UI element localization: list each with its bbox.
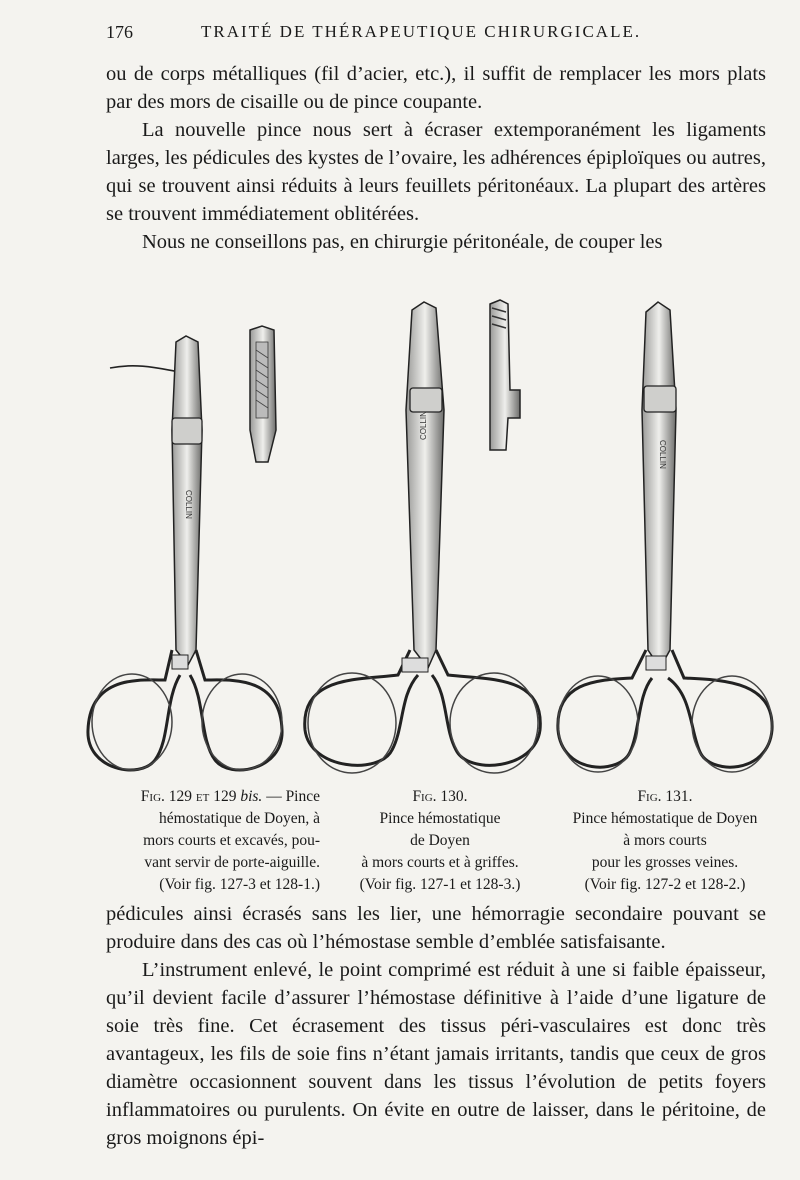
caption-130-line-2: à mors courts et à griffes. [361,854,519,871]
collin-mark-130: COLLIN [419,411,428,440]
caption-131-line-3: (Voir fig. 127-2 et 128-2.) [584,876,746,893]
paragraph-pedicules: pédicules ainsi écrasés sans les lier, une hémorragie secondaire pouvant se produire dans des cas où l’hémostase semble d’emblée satisfaisante. [106,903,766,953]
caption-131-line-2: pour les grosses veines. [591,854,739,871]
caption-130-line-3: (Voir fig. 127-1 et 128-3.) [359,876,521,893]
paragraph-advice: Nous ne conseillons pas, en chirurgie péritonéale, de couper les [142,231,663,253]
forceps-131-image [558,302,772,772]
forceps-129bis-jaw-detail [250,326,276,462]
caption-131-line-1: à mors courts [623,832,707,849]
caption-129-label-italic: bis. [240,788,263,805]
caption-131-line-0: Pince hémostatique de Doyen [572,810,758,827]
page-number: 176 [106,22,133,42]
caption-131-label: Fig. 131. [637,788,693,805]
caption-129-line-4: (Voir fig. 127-3 et 128-1.) [159,876,320,893]
caption-129-line-0: — Pince [266,788,320,805]
collin-mark-131: COLLIN [658,440,667,469]
caption-130-line-1: de Doyen [410,832,470,849]
caption-130-line-0: Pince hémostatique [379,810,501,827]
top-text-block [106,60,766,256]
caption-129-line-2: mors courts et excavés, pou- [143,832,320,849]
caption-130-label: Fig. 130. [412,788,468,805]
forceps-130-jaw-detail [490,300,520,450]
page-header [106,22,766,48]
paragraph-new-forceps: La nouvelle pince nous sert à écraser extemporanément les ligaments larges, les pédicules des kystes de l’ovaire, les adhérences épiploïques ou autres, qui se trouvent ainsi réduits à leurs feuillets péritonéaux. La plupart des artères se trouvent immédiatement oblitérées. [106,119,766,225]
caption-fig-131 [560,786,770,896]
figures-area [0,290,800,780]
caption-fig-130 [330,786,550,896]
caption-129-line-1: hémostatique de Doyen, à [159,810,320,827]
paragraph-continuation: ou de corps métalliques (fil d’acier, etc.), il suffit de remplacer les mors plats par des mors de cisaille ou de pince coupante. [106,63,766,113]
collin-mark-129: COLLIN [184,490,193,519]
caption-129-line-3: vant servir de porte-aiguille. [144,854,320,871]
caption-fig-129 [100,786,320,896]
caption-129-label: Fig. 129 et 129 [140,788,237,805]
paragraph-instrument-removed: L’instrument enlevé, le point comprimé est réduit à une si faible épaisseur, qu’il devient facile d’assurer l’hémostase définitive à l’aide d’une ligature de soie très fine. Cet écrasement des tissus péri-vasculaires est donc très avantageux, les fils de soie fins n’étant jamais irritants, tandis que ceux de gros diamètre occasionnent souvent dans les tissus l’évolution de petits foyers inflammatoires ou purulents. On évite en outre de laisser, dans le péritoine, de gros moignons épi- [106,959,766,1149]
forceps-illustrations [0,290,800,780]
running-title: TRAITÉ DE THÉRAPEUTIQUE CHIRURGICALE. [201,22,642,41]
bottom-text-block [106,900,766,1152]
